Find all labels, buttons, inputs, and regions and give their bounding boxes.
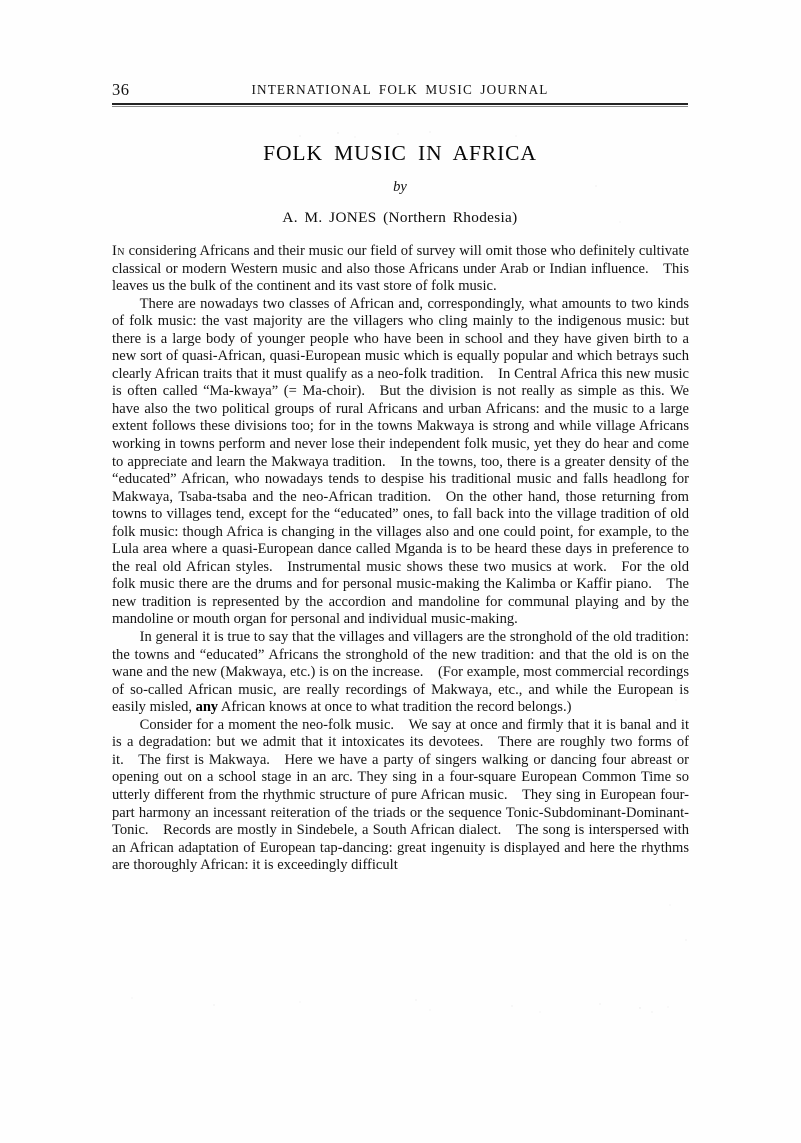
paragraph-1-opening-smallcaps: In xyxy=(112,243,125,259)
journal-title: INTERNATIONAL FOLK MUSIC JOURNAL xyxy=(251,82,549,97)
header-rule-thin xyxy=(112,106,688,107)
header-rule-thick xyxy=(112,103,688,105)
paragraph-1-text: considering Africans and their music our field of survey will omit those who definitely cultivate classical or modern Western music and also those Africans under Arab or Indian influence. This leaves us the bulk of the continent and its vast store of folk music. xyxy=(112,243,689,295)
paragraph-3-smudged-word: any xyxy=(195,699,218,716)
paragraph-3 xyxy=(112,629,689,717)
paragraph-4: Consider for a moment the neo-folk music. We say at once and firmly that it is banal and it is a degradation: but we admit that it intoxicates its devotees. There are roughly two forms of it. The first is Makwaya. Here we have a party of singers walking or dancing four abreast or opening out on a school stage in an arc. They sing in a four-square European Common Time so utterly different from the rhythmic structure of pure African music. They sing in European four-part harmony an incessant reiteration of the triads or the sequence Tonic-Subdominant-Dominant-Tonic. Records are mostly in Sindebele, a South African dialect. The song is interspersed with an African adaptation of European tap-dancing: great ingenuity is displayed and here the rhythms are thoroughly African: it is exceedingly difficult xyxy=(112,716,689,874)
paragraph-1 xyxy=(112,243,689,296)
article-body xyxy=(112,243,689,875)
running-head xyxy=(112,80,688,102)
byline-by-label: by xyxy=(393,178,407,195)
page-number: 36 xyxy=(112,80,130,99)
paragraph-2: There are nowadays two classes of African and, correspondingly, what amounts to two kinds of folk music: the vast majority are the villagers who cling mainly to the indigenous music: but there is a large body of younger people who have been in school and they have given birth to a new sort of quasi-African, quasi-European music which is equally popular and which betrays such clearly African traits that it must qualify as a neo-folk tradition. In Central Africa this new music is often called “Ma-kwaya” (= Ma-choir). But the division is not really as simple as this. We have also the two political groups of rural Africans and urban Africans: and the music to a large extent follows these divisions too; for in the towns Makwaya is strong and while village Africans working in towns perform and never lose their independent folk music, yet they do hear and come to appreciate and learn the Makwaya tradition. In the towns, too, there is a greater density of the “educated” African, who nowadays tends to despise his traditional music and falls headlong for Makwaya, Tsaba-tsaba and the neo-African tradition. On the other hand, those returning from towns to villages tend, except for the “educated” ones, to fall back into the village tradition of old folk music: though Africa is changing in the villages also and one could point, for example, to the Lula area where a quasi-European dance called Mganda is to be heard these days in preference to the real old African styles. Instrumental music shows these two musics at work. For the old folk music there are the drums and for personal music-making the Kalimba or Kaffir piano. The new tradition is represented by the accordion and mandoline for communal playing and by the mandoline or mouth organ for personal and individual music-making. xyxy=(112,295,689,628)
byline-author: A. M. JONES (Northern Rhodesia) xyxy=(282,208,518,226)
paragraph-3-text-part-1: In general it is true to say that the villages and villagers are the stronghold of the old tradition: the towns and “educated” Africans the stronghold of the new tradition: and that the old is on the wane and the new (Makwaya, etc.) is on the increase. (For example, most commercial recordings of so-called African music, are really recordings of Makwaya, etc., and while the European is easily misled, xyxy=(112,629,689,716)
paragraph-3-text-part-2: African knows at once to what tradition the record belongs.) xyxy=(217,699,572,716)
article-heading-block xyxy=(112,142,688,227)
header-rule xyxy=(112,103,688,107)
article-title: FOLK MUSIC IN AFRICA xyxy=(263,141,537,165)
